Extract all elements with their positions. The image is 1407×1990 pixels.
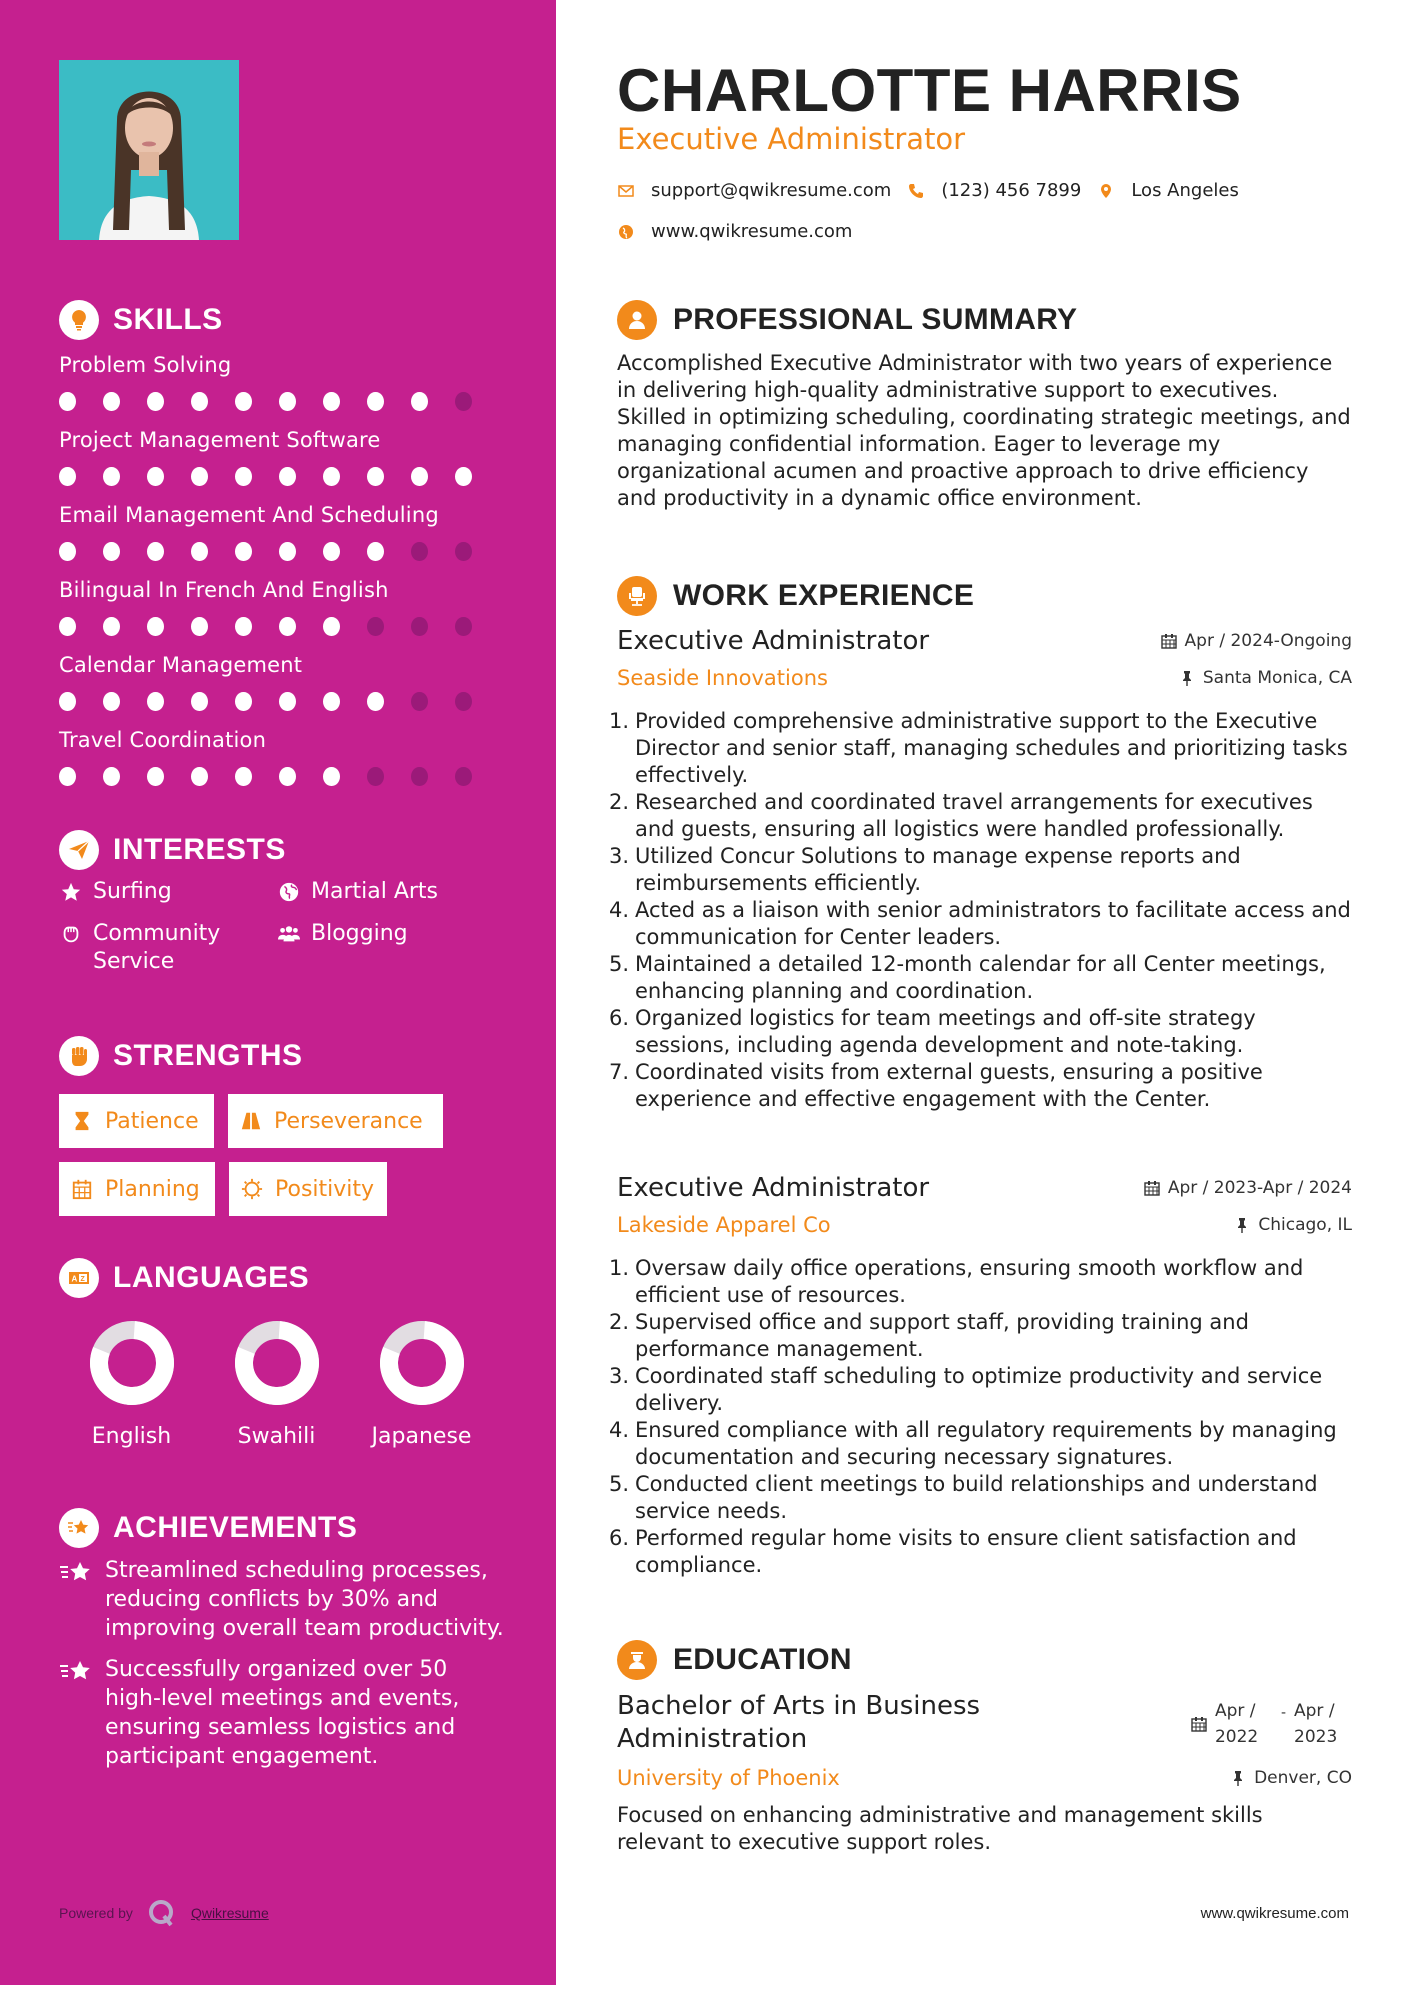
languages-title: LANGUAGES xyxy=(113,1261,310,1294)
rating-dot-filled xyxy=(323,767,340,786)
interest-item xyxy=(59,920,277,976)
skill-item xyxy=(59,350,499,425)
profile-photo xyxy=(59,60,239,240)
rating-dot-filled xyxy=(279,767,296,786)
job-company: Lakeside Apparel Co xyxy=(617,1213,831,1237)
rating-dot-filled xyxy=(191,542,208,561)
job-bullet: Performed regular home visits to ensure client satisfaction and compliance. xyxy=(635,1526,1297,1577)
achievement-text: Successfully organized over 50 high-level meetings and events, ensuring seamless logistics and participant engagement. xyxy=(105,1657,460,1769)
interest-item xyxy=(277,878,507,906)
rating-dot-filled xyxy=(147,542,164,561)
skill-item xyxy=(59,725,499,800)
pushpin-icon xyxy=(1179,670,1195,686)
job-date-text: Apr / 2023-Apr / 2024 xyxy=(1167,1178,1352,1198)
envelope-icon xyxy=(617,182,635,200)
skill-label: Problem Solving xyxy=(59,353,232,377)
paper-plane-icon xyxy=(59,830,99,870)
rating-dot-empty xyxy=(455,692,472,711)
rating-dot-filled xyxy=(323,692,340,711)
rating-dot-filled xyxy=(103,467,120,486)
job-bullet: Ensured compliance with all regulatory requirements by managing documentation and securing necessary signatures. xyxy=(635,1418,1337,1469)
school-location xyxy=(1230,1768,1352,1788)
skill-rating xyxy=(59,392,499,411)
summary-title: PROFESSIONAL SUMMARY xyxy=(673,303,1078,336)
language-label: Swahili xyxy=(237,1424,316,1449)
office-chair-icon xyxy=(617,576,657,616)
job-entry xyxy=(617,626,1352,1113)
education-heading xyxy=(617,1640,852,1680)
job-date-text: Apr / 2024-Ongoing xyxy=(1184,631,1352,651)
skill-label: Bilingual In French And English xyxy=(59,578,389,602)
school-name: University of Phoenix xyxy=(617,1766,840,1790)
candidate-role: Executive Administrator xyxy=(617,122,966,156)
job-location-text: Santa Monica, CA xyxy=(1202,668,1352,688)
languages-heading xyxy=(59,1258,309,1298)
globe-icon xyxy=(617,223,635,241)
job-location xyxy=(1179,668,1352,688)
job-company: Seaside Innovations xyxy=(617,666,828,690)
rating-dot-filled xyxy=(367,467,384,486)
skill-label: Calendar Management xyxy=(59,653,303,677)
language-icon xyxy=(59,1258,99,1298)
map-marker-icon xyxy=(1097,182,1115,200)
degree-title: Bachelor of Arts in Business Administration xyxy=(617,1691,981,1754)
skills-list xyxy=(59,350,499,800)
job-bullets xyxy=(617,1255,1352,1579)
education-description: Focused on enhancing administrative and management skills relevant to executive support roles. xyxy=(617,1803,1263,1854)
achievement-item xyxy=(59,1556,509,1643)
skill-item xyxy=(59,575,499,650)
rating-dot-filled xyxy=(455,467,472,486)
job-bullet: Conducted client meetings to build relationships and understand service needs. xyxy=(635,1472,1318,1523)
strengths-heading xyxy=(59,1036,303,1076)
interest-item xyxy=(277,920,507,976)
rating-dot-filled xyxy=(103,767,120,786)
qwikresume-link[interactable]: Qwikresume xyxy=(190,1905,269,1921)
contact-row xyxy=(617,221,852,242)
rating-dot-empty xyxy=(411,767,428,786)
interests-title: INTERESTS xyxy=(113,833,286,866)
graduate-icon xyxy=(617,1640,657,1680)
job-title: Executive Administrator xyxy=(617,626,930,656)
language-donut-chart xyxy=(89,1320,175,1406)
education-dates xyxy=(1191,1692,1352,1756)
experience-heading xyxy=(617,576,974,616)
rating-dot-filled xyxy=(279,392,296,411)
rating-dot-filled xyxy=(103,392,120,411)
job-title: Executive Administrator xyxy=(617,1173,930,1203)
language-donut-chart xyxy=(234,1320,320,1406)
rating-dot-filled xyxy=(235,467,252,486)
rating-dot-filled xyxy=(411,467,428,486)
skill-rating xyxy=(59,617,499,636)
skill-rating xyxy=(59,542,499,561)
footer-website[interactable]: www.qwikresume.com xyxy=(1200,1905,1349,1922)
language-item xyxy=(59,1320,204,1449)
skill-item xyxy=(59,500,499,575)
job-bullet: Researched and coordinated travel arrangements for executives and guests, ensuring all logistics were handled professionally. xyxy=(635,790,1313,841)
achievement-item xyxy=(59,1655,509,1771)
strength-badge xyxy=(59,1094,214,1148)
shooting-star-icon xyxy=(59,1559,93,1587)
contact-phone: (123) 456 7899 xyxy=(941,180,1082,201)
experience-title: WORK EXPERIENCE xyxy=(673,579,975,612)
job-dates xyxy=(1161,631,1352,651)
svg-text:A: A xyxy=(71,1274,78,1284)
sidebar xyxy=(0,0,556,1985)
calendar-icon xyxy=(71,1178,93,1200)
contact-location: Los Angeles xyxy=(1131,180,1239,201)
achievement-text: Streamlined scheduling processes, reducing conflicts by 30% and improving overall team productivity. xyxy=(105,1558,504,1641)
rating-dot-filled xyxy=(191,767,208,786)
job-bullet: Organized logistics for team meetings and off-site strategy sessions, including agenda development and note-taking. xyxy=(635,1006,1256,1057)
interest-label: Surfing xyxy=(93,879,172,904)
hand-icon xyxy=(59,920,83,948)
job-bullet: Supervised office and support staff, providing training and performance management. xyxy=(635,1310,1249,1361)
job-entry xyxy=(617,1173,1352,1579)
education-title: EDUCATION xyxy=(673,1643,852,1676)
rating-dot-empty xyxy=(411,692,428,711)
contact-website[interactable]: www.qwikresume.com xyxy=(651,221,853,242)
rating-dot-filled xyxy=(191,467,208,486)
rating-dot-empty xyxy=(455,392,472,411)
rating-dot-filled xyxy=(235,542,252,561)
globe-icon xyxy=(277,878,301,906)
sun-icon xyxy=(241,1178,263,1200)
rating-dot-filled xyxy=(191,617,208,636)
rating-dot-empty xyxy=(411,617,428,636)
rating-dot-filled xyxy=(323,617,340,636)
skill-item xyxy=(59,425,499,500)
language-item xyxy=(349,1320,494,1449)
rating-dot-filled xyxy=(103,692,120,711)
users-icon xyxy=(277,920,301,948)
interest-label: Community Service xyxy=(93,921,221,974)
qwikresume-logo-icon xyxy=(147,1898,177,1928)
achievements-heading xyxy=(59,1508,357,1548)
rating-dot-filled xyxy=(59,542,76,561)
strength-label: Planning xyxy=(105,1176,200,1202)
rating-dot-filled xyxy=(191,692,208,711)
strength-badge xyxy=(229,1162,387,1216)
rating-dot-filled xyxy=(59,467,76,486)
road-icon xyxy=(240,1110,262,1132)
date-separator: - xyxy=(1280,1705,1286,1721)
rating-dot-empty xyxy=(455,617,472,636)
job-bullet: Acted as a liaison with senior administrators to facilitate access and communication for Center leaders. xyxy=(635,898,1351,949)
strength-label: Patience xyxy=(105,1108,199,1134)
phone-icon xyxy=(907,182,925,200)
job-dates xyxy=(1144,1178,1352,1198)
rating-dot-filled xyxy=(279,467,296,486)
hourglass-icon xyxy=(71,1110,93,1132)
job-bullets xyxy=(617,708,1352,1113)
job-bullet: Oversaw daily office operations, ensuring smooth workflow and efficient use of resources. xyxy=(635,1256,1304,1307)
user-icon xyxy=(617,300,657,340)
lightbulb-icon xyxy=(59,300,99,340)
skill-rating xyxy=(59,467,499,486)
rating-dot-empty xyxy=(411,542,428,561)
achievements-title: ACHIEVEMENTS xyxy=(113,1511,358,1544)
education-start: Apr / 2022 xyxy=(1214,1701,1259,1747)
job-bullet: Coordinated visits from external guests, ensuring a positive experience and effective engagement with the Center. xyxy=(635,1060,1263,1111)
rating-dot-filled xyxy=(147,617,164,636)
powered-by-label: Powered by xyxy=(59,1905,133,1921)
calendar-icon xyxy=(1161,633,1177,649)
rating-dot-filled xyxy=(323,542,340,561)
school-location-text: Denver, CO xyxy=(1254,1768,1352,1788)
candidate-name: CHARLOTTE HARRIS xyxy=(617,57,1242,124)
skills-heading xyxy=(59,300,223,340)
job-bullet: Provided comprehensive administrative support to the Executive Director and senior staff, managing schedules and prioritizing tasks effectively. xyxy=(635,709,1348,787)
rating-dot-filled xyxy=(279,542,296,561)
rating-dot-filled xyxy=(103,542,120,561)
rating-dot-filled xyxy=(235,617,252,636)
language-donut-chart xyxy=(379,1320,465,1406)
rating-dot-filled xyxy=(279,617,296,636)
rating-dot-empty xyxy=(455,767,472,786)
skill-rating xyxy=(59,767,499,786)
rating-dot-filled xyxy=(147,392,164,411)
rating-dot-empty xyxy=(455,542,472,561)
powered-by xyxy=(59,1898,269,1928)
svg-text:Z: Z xyxy=(80,1276,85,1283)
pushpin-icon xyxy=(1234,1217,1250,1233)
rating-dot-filled xyxy=(147,767,164,786)
strengths-list xyxy=(59,1094,499,1216)
skill-item xyxy=(59,650,499,725)
star-icon xyxy=(59,878,83,906)
rating-dot-filled xyxy=(147,467,164,486)
languages-list xyxy=(59,1320,499,1449)
skill-rating xyxy=(59,692,499,711)
rating-dot-filled xyxy=(59,617,76,636)
rating-dot-filled xyxy=(191,392,208,411)
rating-dot-filled xyxy=(235,692,252,711)
education-end: Apr / 2023 xyxy=(1294,1701,1338,1747)
interest-label: Blogging xyxy=(311,921,408,946)
job-bullet: Maintained a detailed 12-month calendar for all Center meetings, enhancing planning and coordination. xyxy=(635,952,1326,1003)
rating-dot-filled xyxy=(367,392,384,411)
rating-dot-filled xyxy=(147,692,164,711)
rating-dot-filled xyxy=(235,392,252,411)
strength-label: Positivity xyxy=(275,1176,375,1202)
rating-dot-empty xyxy=(367,767,384,786)
job-location xyxy=(1234,1215,1352,1235)
job-location-text: Chicago, IL xyxy=(1258,1215,1352,1235)
language-label: English xyxy=(91,1424,172,1449)
rating-dot-filled xyxy=(367,542,384,561)
skills-title: SKILLS xyxy=(113,303,223,336)
interests-list xyxy=(59,878,519,976)
rating-dot-filled xyxy=(367,692,384,711)
rating-dot-filled xyxy=(59,392,76,411)
interest-item xyxy=(59,878,277,906)
job-bullet: Coordinated staff scheduling to optimize productivity and service delivery. xyxy=(635,1364,1323,1415)
summary-text: Accomplished Executive Administrator with two years of experience in delivering high-quality administrative support to executives. Skilled in optimizing scheduling, coordinating strategic meetings, and managing confidential information. Eager to leverage my organizational acumen and proactive approach to drive efficiency and productivity in a dynamic office environment. xyxy=(617,351,1351,510)
rating-dot-empty xyxy=(367,617,384,636)
portrait-image xyxy=(59,60,239,240)
interests-heading xyxy=(59,830,286,870)
rating-dot-filled xyxy=(411,392,428,411)
rating-dot-filled xyxy=(323,392,340,411)
rating-dot-filled xyxy=(59,767,76,786)
rating-dot-filled xyxy=(323,467,340,486)
strength-badge xyxy=(59,1162,215,1216)
strengths-title: STRENGTHS xyxy=(113,1039,303,1072)
rating-dot-filled xyxy=(103,617,120,636)
contact-email[interactable]: support@qwikresume.com xyxy=(651,180,892,201)
calendar-icon xyxy=(1191,1716,1207,1732)
achievements-list xyxy=(59,1556,509,1783)
strength-label: Perseverance xyxy=(274,1108,423,1134)
interest-label: Martial Arts xyxy=(311,879,439,904)
rating-dot-filled xyxy=(59,692,76,711)
summary-heading xyxy=(617,300,1077,340)
job-bullet: Utilized Concur Solutions to manage expense reports and reimbursements efficiently. xyxy=(635,844,1241,895)
language-item xyxy=(204,1320,349,1449)
shooting-star-icon xyxy=(59,1658,93,1686)
skill-label: Project Management Software xyxy=(59,428,381,452)
contact-row xyxy=(617,180,1239,201)
skill-label: Email Management And Scheduling xyxy=(59,503,439,527)
language-label: Japanese xyxy=(371,1424,472,1449)
calendar-icon xyxy=(1144,1180,1160,1196)
shooting-star-icon xyxy=(59,1508,99,1548)
education-entry xyxy=(617,1690,1352,1856)
skill-label: Travel Coordination xyxy=(59,728,267,752)
rating-dot-filled xyxy=(235,767,252,786)
pushpin-icon xyxy=(1230,1770,1246,1786)
fist-icon xyxy=(59,1036,99,1076)
rating-dot-filled xyxy=(279,692,296,711)
strength-badge xyxy=(228,1094,443,1148)
